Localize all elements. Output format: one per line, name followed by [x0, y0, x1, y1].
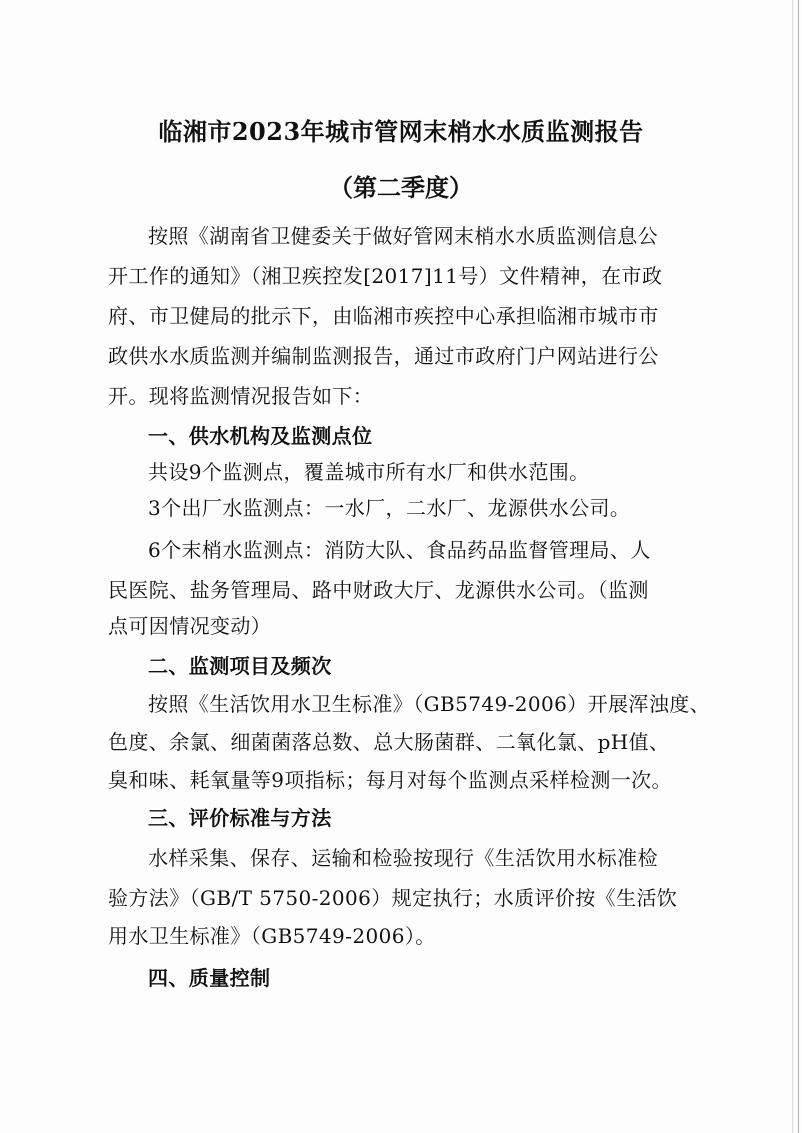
paragraph-line: 共设9个监测点，覆盖城市所有水厂和供水范围。 — [148, 460, 590, 484]
document-subtitle: （第二季度） — [329, 173, 473, 202]
paragraph-line: 按照《生活饮用水卫生标准》（GB5749-2006）开展浑浊度、 — [148, 692, 711, 716]
paragraph-line: 府、市卫健局的批示下，由临湘市疾控中心承担临湘市城市市 — [108, 304, 659, 328]
paragraph-line: 政供水水质监测并编制监测报告，通过市政府门户网站进行公 — [108, 344, 659, 368]
paragraph-line: 点可因情况变动） — [108, 614, 272, 638]
document-title: 临湘市2023年城市管网末梢水水质监测报告 — [158, 117, 644, 146]
paragraph-line: 用水卫生标准》（GB5749-2006）。 — [108, 924, 436, 948]
paragraph-line: 民医院、盐务管理局、路中财政大厅、龙源供水公司。（监测 — [108, 578, 649, 602]
paragraph-line: 6个末梢水监测点：消防大队、食品药品监督管理局、人 — [148, 538, 651, 562]
paragraph-line: 3个出厂水监测点：一水厂，二水厂、龙源供水公司。 — [148, 496, 631, 520]
paragraph-line: 按照《湖南省卫健委关于做好管网末梢水水质监测信息公 — [148, 224, 658, 248]
paragraph-line: 色度、余氯、细菌菌落总数、总大肠菌群、二氧化氯、pH值、 — [108, 730, 670, 754]
paragraph-line: 开。现将监测情况报告如下： — [108, 384, 374, 408]
section-heading: 二、监测项目及频次 — [148, 654, 332, 678]
paragraph-line: 验方法》（GB/T 5750-2006）规定执行；水质评价按《生活饮 — [108, 886, 678, 910]
section-heading: 四、质量控制 — [148, 966, 271, 990]
paragraph-line: 臭和味、耗氧量等9项指标；每月对每个监测点采样检测一次。 — [108, 768, 672, 792]
section-heading: 三、评价标准与方法 — [148, 806, 332, 830]
section-heading: 一、供水机构及监测点位 — [148, 424, 373, 448]
paragraph-line: 开工作的通知》（湘卫疾控发[2017]11号）文件精神，在市政 — [108, 264, 663, 288]
paragraph-line: 水样采集、保存、运输和检验按现行《生活饮用水标准检 — [148, 846, 658, 870]
